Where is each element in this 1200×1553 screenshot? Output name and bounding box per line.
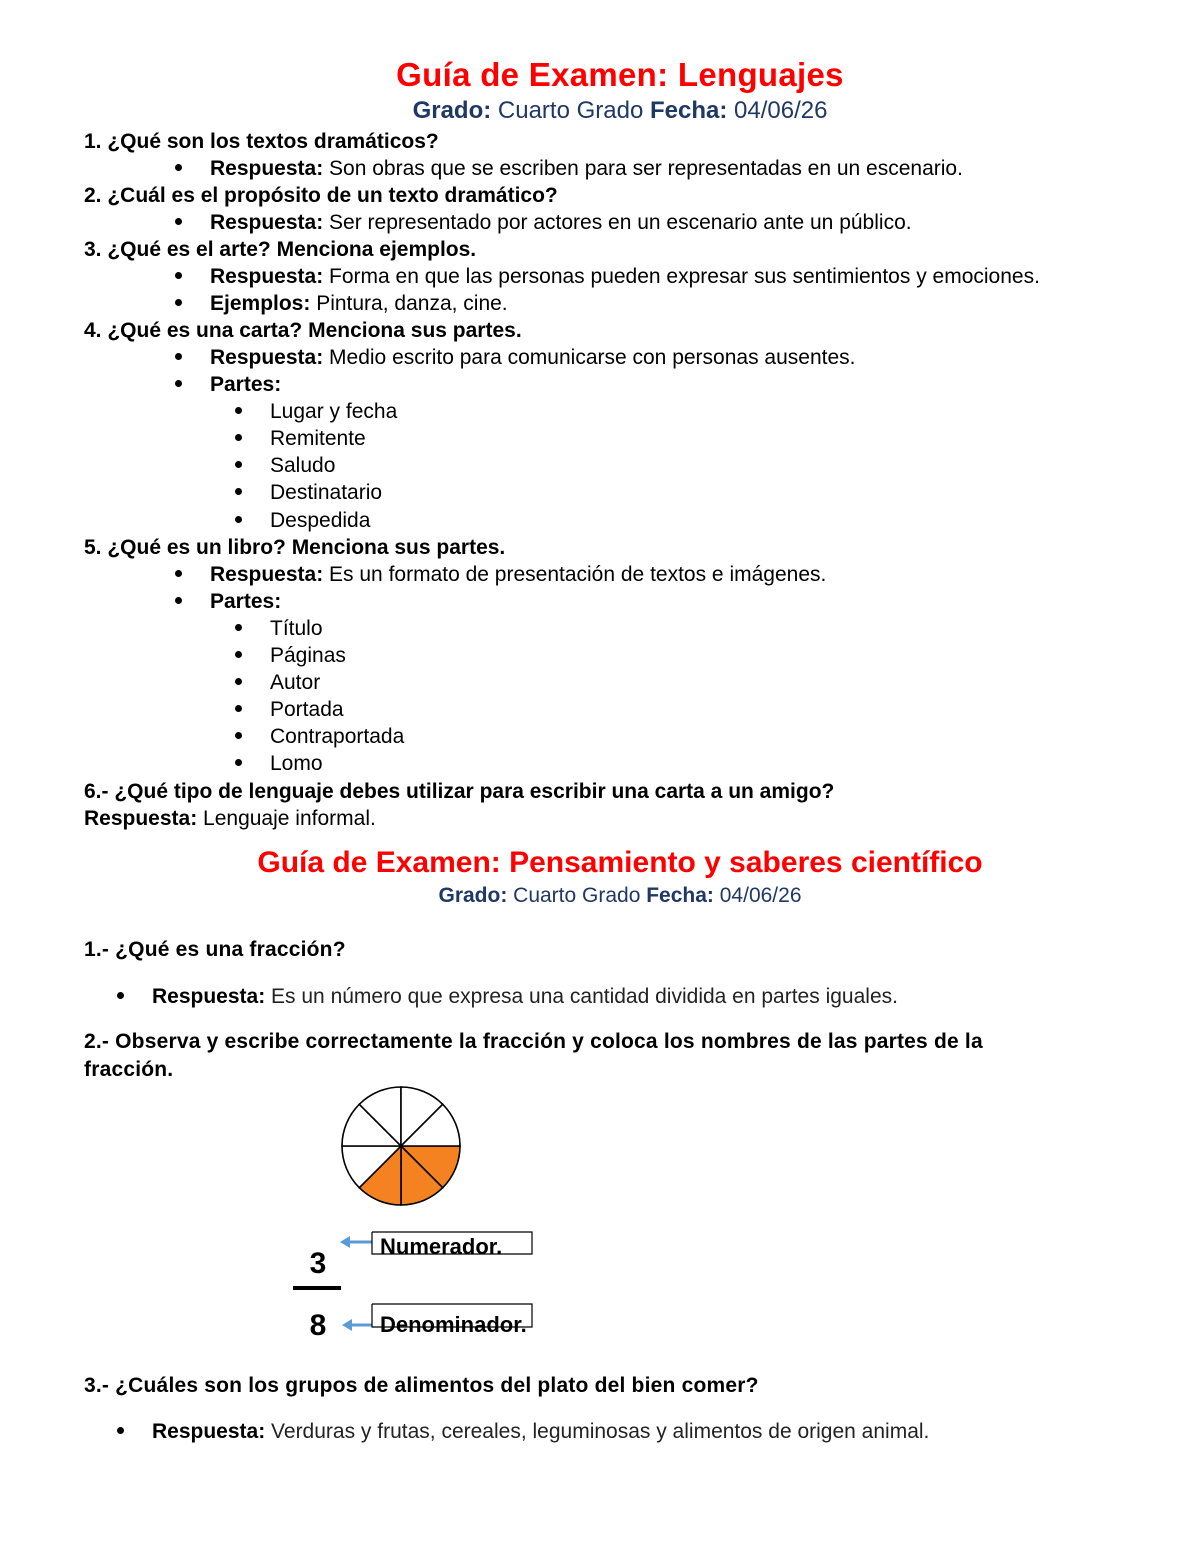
list-item-text: Saludo [270,454,336,477]
parts-5 [175,588,281,615]
bullet-icon [235,678,242,685]
bullet-icon [175,299,182,306]
list-item [235,696,344,723]
section2-grade-date [0,884,1200,908]
examples-label: Ejemplos: [210,292,311,315]
date-label: Fecha: [646,884,714,907]
answer-6 [84,805,376,832]
date-value: 04/06/26 [727,97,828,124]
list-item [235,669,320,696]
list-item-text: Lomo [270,752,323,775]
list-item-text: Páginas [270,644,346,667]
answer-text: Ser representado por actores en un escenario ante un público. [323,211,912,234]
bullet-icon [175,353,182,360]
denominator-label: Denominador. [380,1312,527,1337]
list-item [235,479,382,506]
answer-text: Verduras y frutas, cereales, leguminosas y alimentos de origen animal. [265,1420,930,1443]
list-item [235,398,397,425]
answer-label: Respuesta: [210,211,324,234]
s2-answer-3 [117,1418,929,1445]
bullet-icon [235,461,242,468]
answer-label: Respuesta: [210,157,324,180]
bullet-icon [235,488,242,495]
bullet-icon [175,272,182,279]
examples-3 [175,290,508,317]
list-item [235,642,346,669]
list-item [235,507,370,534]
s2-question-2-line2: fracción. [84,1058,174,1081]
section1-grade-date [0,97,1200,125]
answer-label: Respuesta: [210,265,324,288]
list-item [235,425,366,452]
question-2: 2. ¿Cuál es el propósito de un texto dramático? [84,184,558,207]
answer-label: Respuesta: [152,985,266,1008]
parts-label: Partes: [210,373,282,396]
grade-label: Grado: [438,884,508,907]
answer-text: Son obras que se escriben para ser representadas en un escenario. [323,157,963,180]
bullet-icon [235,651,242,658]
bullet-icon [175,218,182,225]
question-5: 5. ¿Qué es un libro? Menciona sus partes. [84,536,506,559]
section2-title: Guía de Examen: Pensamiento y saberes científico [257,846,983,879]
list-item-text: Contraportada [270,725,405,748]
list-item-text: Título [270,617,323,640]
list-item [235,723,404,750]
question-6: 6.- ¿Qué tipo de lenguaje debes utilizar para escribir una carta a un amigo? [84,780,835,803]
question-1: 1. ¿Qué son los textos dramáticos? [84,130,439,153]
list-item-text: Despedida [270,509,371,532]
s2-question-2-line1: 2.- Observa y escribe correctamente la fracción y coloca los nombres de las partes de la [84,1030,983,1053]
bullet-icon [175,164,182,171]
grade-value: Cuarto Grado [507,884,647,907]
numerator-arrowhead-icon [340,1236,350,1248]
list-item [235,750,323,777]
date-label: Fecha: [649,97,728,124]
list-item-text: Autor [270,671,321,694]
parts-label: Partes: [210,590,282,613]
fraction-figure [280,1080,560,1350]
answer-text: Es un número que expresa una cantidad dividida en partes iguales. [265,985,898,1008]
s2-question-3: 3.- ¿Cuáles son los grupos de alimentos del plato del bien comer? [84,1374,759,1397]
bullet-icon [235,407,242,414]
numerator-label: Numerador. [380,1234,503,1259]
denominator-arrowhead-icon [342,1319,352,1331]
answer-4 [175,344,855,371]
bullet-icon [235,434,242,441]
list-item-text: Remitente [270,427,366,450]
bullet-icon [235,516,242,523]
answer-2 [175,209,912,236]
list-item-text: Portada [270,698,344,721]
s2-answer-1 [117,983,898,1010]
question-4: 4. ¿Qué es una carta? Menciona sus partes. [84,319,522,342]
fraction-numerator: 3 [309,1247,327,1280]
fraction-pie-chart [342,1087,460,1205]
bullet-icon [235,732,242,739]
answer-label: Respuesta: [210,563,324,586]
list-item-text: Lugar y fecha [270,400,398,423]
answer-label: Respuesta: [210,346,324,369]
list-item [235,452,335,479]
question-3: 3. ¿Qué es el arte? Menciona ejemplos. [84,238,477,261]
answer-text: Forma en que las personas pueden expresar sus sentimientos y emociones. [323,265,1040,288]
list-item-text: Destinatario [270,481,383,504]
date-value: 04/06/26 [713,884,802,907]
answer-label: Respuesta: [152,1420,266,1443]
section1-title: Guía de Examen: Lenguajes [396,56,844,93]
fraction-denominator: 8 [309,1309,327,1342]
examples-text: Pintura, danza, cine. [310,292,508,315]
answer-label: Respuesta: [84,807,198,830]
bullet-icon [235,705,242,712]
answer-1 [175,155,963,182]
answer-text: Medio escrito para comunicarse con personas ausentes. [323,346,856,369]
answer-5 [175,561,826,588]
answer-text: Lenguaje informal. [197,807,376,830]
bullet-icon [235,624,242,631]
bullet-icon [117,992,124,999]
bullet-icon [235,759,242,766]
answer-3 [175,263,1040,290]
s2-question-1: 1.- ¿Qué es una fracción? [84,938,346,961]
bullet-icon [175,570,182,577]
parts-4 [175,371,281,398]
list-item [235,615,323,642]
grade-value: Cuarto Grado [491,97,650,124]
bullet-icon [175,380,182,387]
bullet-icon [175,597,182,604]
grade-label: Grado: [412,97,492,124]
answer-text: Es un formato de presentación de textos e imágenes. [323,563,827,586]
bullet-icon [117,1427,124,1434]
